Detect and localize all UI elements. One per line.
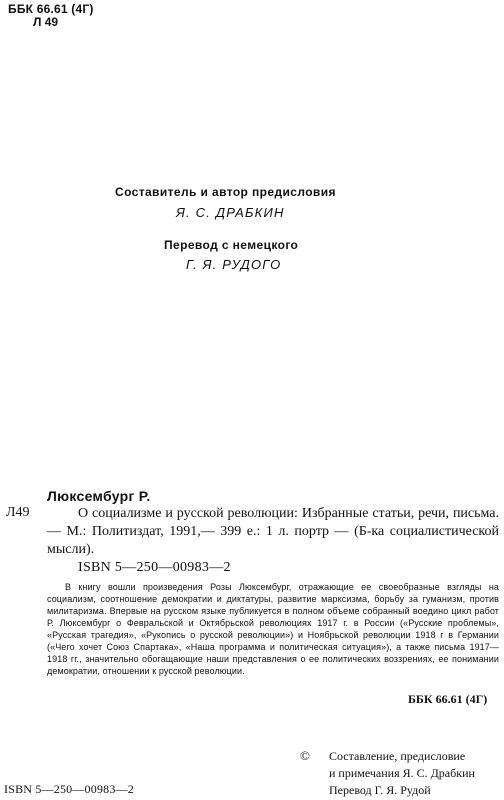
copyright-symbol: ©: [300, 748, 310, 763]
catalog-title-text: О социализме и русской революции: Избранные статьи, речи, письма.— М.: Политиздат, 1991,— 399 е.: 1 л. портр — (Б-ка социалистической мысли).: [47, 506, 499, 557]
catalog-isbn: ISBN 5—250—00983—2: [78, 560, 231, 575]
copyright-line-2: и примечания Я. С. Драбкин: [329, 766, 475, 780]
bbk-classification-top: ББК 66.61 (4Г): [8, 2, 94, 16]
compiler-name: Я. С. ДРАБКИН: [176, 205, 285, 220]
catalog-call-number: Л49: [6, 505, 30, 520]
translator-role: Перевод с немецкого: [164, 238, 299, 252]
copyright-notice: [329, 748, 475, 799]
call-number-top: Л 49: [33, 15, 59, 29]
copyright-line-1: Составление, предисловие: [329, 749, 466, 763]
catalog-author: Люксембург Р.: [47, 488, 151, 504]
footer-isbn: ISBN 5—250—00983—2: [4, 782, 134, 796]
translator-name: Г. Я. РУДОГО: [186, 257, 282, 272]
bbk-classification-bottom: ББК 66.61 (4Г): [408, 692, 488, 706]
compiler-role: Составитель и автор предисловия: [115, 185, 336, 199]
catalog-title-description: [47, 505, 499, 559]
copyright-line-3: Перевод Г. Я. Рудой: [329, 783, 431, 797]
catalog-annotation: В книгу вошли произведения Розы Люксембург, отражающие ее своеобразные взгляды на социализм, соотношение демократии и диктатуры, развитие марксизма, борьбу за гуманизм, против милитаризма. Впервые на русском языке публикуется в полном объеме собранный воедино цикл работ Р. Люксембург о Февральской и Октябрьской революциях 1917 г. в России («Русские проблемы», «Русская трагедия», «Рукопись о русской революции») и Ноябрьской революции 1918 г в Германии («Чего хочет Союз Спартака», «Наша программа и политическая ситуация»), а также письма 1917—1918 гг., значительно обогащающие наши представления о ее политических воззрениях, ее понимании демократии, отношении к русской революции.: [47, 582, 499, 676]
